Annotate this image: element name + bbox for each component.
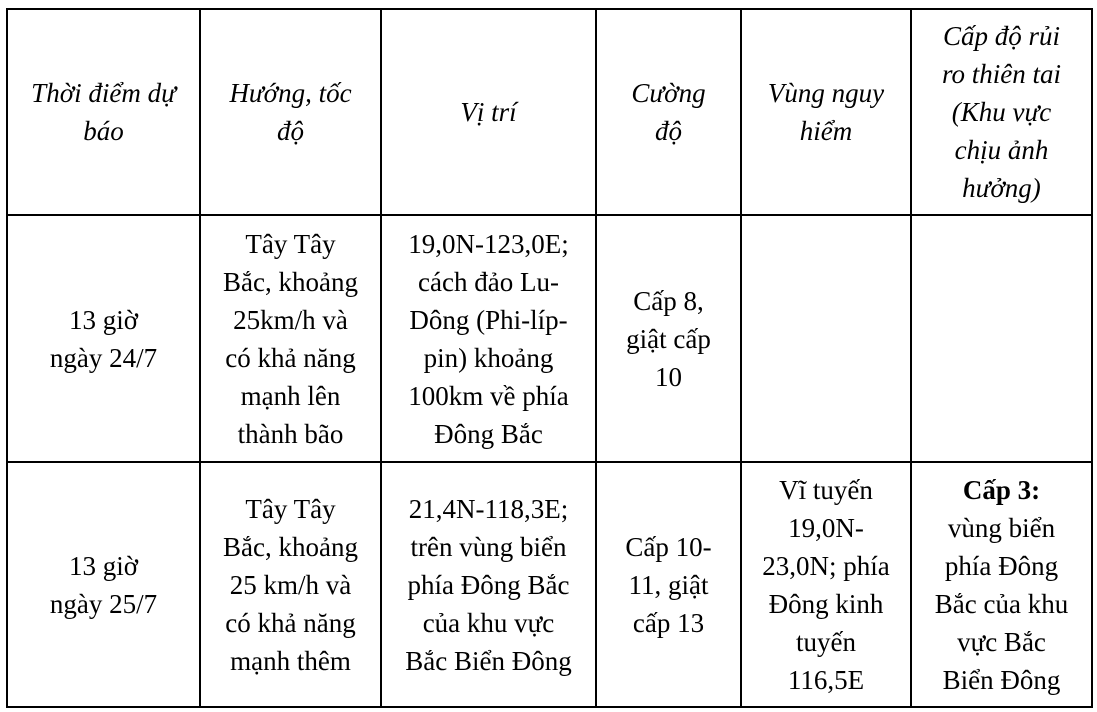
text-line: thành bão (237, 418, 344, 449)
text-line: cấp 13 (632, 607, 705, 638)
text-line: Cấp 10- (625, 531, 712, 562)
text-line: 19,0N-123,0E; (408, 228, 569, 259)
text-line: ngày 25/7 (49, 588, 158, 619)
risk-level-label: Cấp 3: (962, 474, 1041, 505)
text-line: 19,0N- (788, 512, 864, 543)
forecast-table (6, 8, 1093, 708)
text-line: 23,0N; phía (762, 550, 890, 581)
text-line: vực Bắc (957, 626, 1046, 657)
text-line: có khả năng (225, 342, 356, 373)
text-line: mạnh thêm (230, 645, 351, 676)
cell-forecast-time (7, 462, 200, 707)
text-line: 13 giờ (68, 550, 139, 581)
text-line: mạnh lên (240, 380, 341, 411)
text-line: 21,4N-118,3E; (408, 493, 569, 524)
cell-position (381, 215, 596, 462)
text-line: cách đảo Lu- (418, 266, 559, 297)
header-risk-level (911, 9, 1092, 215)
text-line: tuyến (796, 626, 856, 657)
text-line: Tây Tây (245, 493, 336, 524)
text-line: Tây Tây (245, 228, 336, 259)
text-line: Cấp độ rủi (942, 21, 1061, 51)
text-line: Cấp 8, (633, 285, 704, 316)
text-line: 13 giờ (68, 304, 139, 335)
cell-intensity (596, 215, 741, 462)
text-line: Thời điểm dự (31, 78, 176, 108)
text-line: hưởng) (962, 173, 1041, 203)
header-direction-speed (200, 9, 381, 215)
text-line: Biển Đông (942, 664, 1061, 695)
text-line: Vĩ tuyến (779, 474, 873, 505)
header-danger-zone (741, 9, 911, 215)
text-line: của khu vực (422, 607, 555, 638)
text-line: pin) khoảng (423, 342, 554, 373)
table-row (7, 215, 1092, 462)
header-intensity (596, 9, 741, 215)
header-row (7, 9, 1092, 215)
text-line: phía Đông Bắc (407, 569, 570, 600)
header-position (381, 9, 596, 215)
text-line: có khả năng (225, 607, 356, 638)
text-line: vùng biển (947, 512, 1056, 543)
text-line: Bắc, khoảng (223, 531, 358, 562)
text-line: Dông (Phi-líp- (409, 304, 568, 335)
text-line: 116,5E (787, 664, 865, 695)
cell-danger-zone (741, 215, 911, 462)
risk-level-text (918, 509, 1085, 699)
text-line: 10 (655, 361, 682, 392)
cell-direction-speed (200, 215, 381, 462)
text-line: độ (277, 116, 304, 146)
cell-intensity (596, 462, 741, 707)
text-line: 25 km/h và (229, 569, 352, 600)
text-line: 100km về phía (408, 380, 569, 411)
text-line: phía Đông (944, 550, 1059, 581)
text-line: độ (655, 116, 682, 146)
text-line: Bắc của khu (934, 588, 1069, 619)
text-line: (Khu vực (951, 97, 1052, 127)
text-line: Đông Bắc (434, 418, 543, 449)
cell-forecast-time (7, 215, 200, 462)
table-row (7, 462, 1092, 707)
text-line: Đông kinh (768, 588, 884, 619)
cell-direction-speed (200, 462, 381, 707)
text-line: Vùng nguy (767, 78, 885, 108)
text-line: giật cấp (626, 323, 711, 354)
text-line: Bắc, khoảng (223, 266, 358, 297)
text-line: Cường (631, 78, 706, 108)
text-line: báo (83, 116, 124, 146)
text-line: 11, giật (628, 569, 709, 600)
cell-position (381, 462, 596, 707)
text-line: Bắc Biển Đông (405, 645, 572, 676)
header-forecast-time (7, 9, 200, 215)
cell-risk-level (911, 462, 1092, 707)
text-line: Hướng, tốc (229, 78, 352, 108)
text-line: ngày 24/7 (49, 342, 158, 373)
text-line: trên vùng biển (410, 531, 567, 562)
text-line: chịu ảnh (954, 135, 1049, 165)
text-line: hiểm (799, 116, 853, 146)
cell-danger-zone (741, 462, 911, 707)
text-line: Vị trí (460, 97, 517, 127)
text-line: 25km/h và (233, 304, 348, 335)
cell-risk-level (911, 215, 1092, 462)
text-line: ro thiên tai (942, 59, 1061, 89)
